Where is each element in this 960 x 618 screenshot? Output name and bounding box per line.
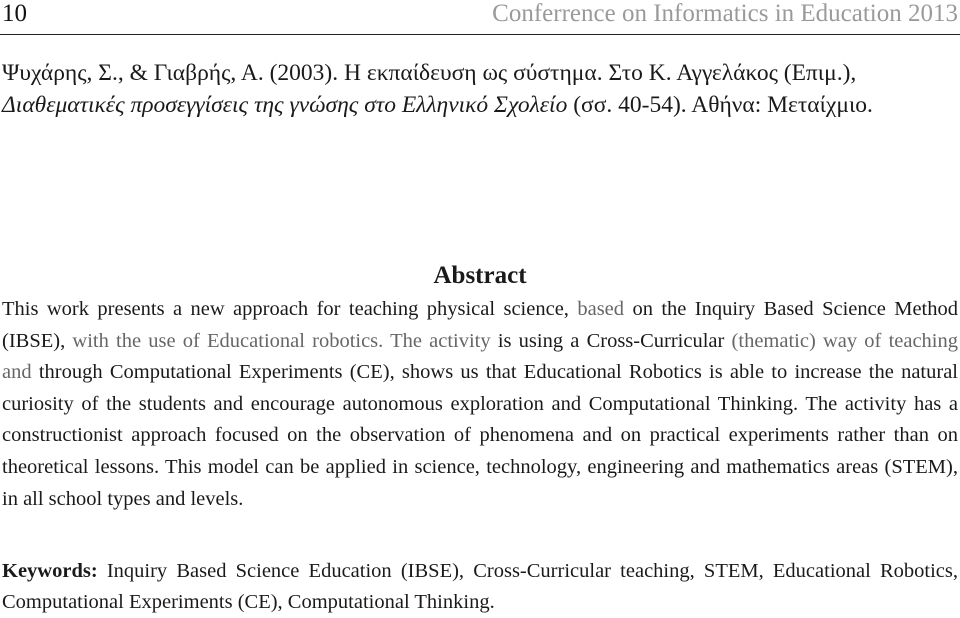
keywords-text: Inquiry Based Science Education (IBSE), Cross-Curricular teaching, STEM, Educational Robotics, Computational Experiments (CE), Computational Thinking.: [2, 560, 958, 613]
running-head: Conferrence on Informatics in Education 2013: [492, 0, 958, 27]
abstract-segment-faded: (thematic) way of teaching and: [2, 329, 959, 384]
reference-entry: [2, 58, 958, 121]
reference-book-title: Διαθεματικές προσεγγίσεις της γνώσης στο Ελληνικό Σχολείο: [2, 91, 568, 118]
page-number: 10: [2, 0, 27, 27]
abstract-segment: This work presents a new approach for teaching physical science,: [2, 298, 578, 320]
keywords-paragraph: [2, 556, 958, 618]
reference-authors: Ψυχάρης, Σ., & Γιαβρής, Α. (2003). Η εκπαίδευση ως σύστημα. Στο Κ. Αγγελάκος (Επιμ.),: [2, 60, 857, 86]
abstract-segment-faded: based: [577, 298, 625, 320]
abstract-segment-faded: with the use of Educational robotics. The activity: [72, 329, 491, 352]
abstract-segment: through Computational Experiments (CE), shows us that Educational Robotics is able to increase the natural curiosity of the students and encourage autonomous exploration and Computational Thinking. The activity has a constructionist approach focused on the observation of phenomena and on practical experiments rather than on theoretical lessons. This model can be applied in science, technology, engineering and mathematics areas (STEM), in all school types and levels.: [2, 361, 958, 510]
abstract-heading: Abstract: [433, 262, 527, 289]
page-header: [0, 0, 960, 35]
abstract-segment: on the Inquiry Based Science Method (IBSE),: [2, 298, 958, 352]
keywords-label: Keywords:: [2, 560, 98, 582]
reference-publication: (σσ. 40-54). Αθήνα: Μεταίχμιο.: [567, 91, 873, 118]
abstract-segment: is using a Cross-Curricular: [490, 329, 732, 352]
abstract-body: [2, 294, 958, 515]
